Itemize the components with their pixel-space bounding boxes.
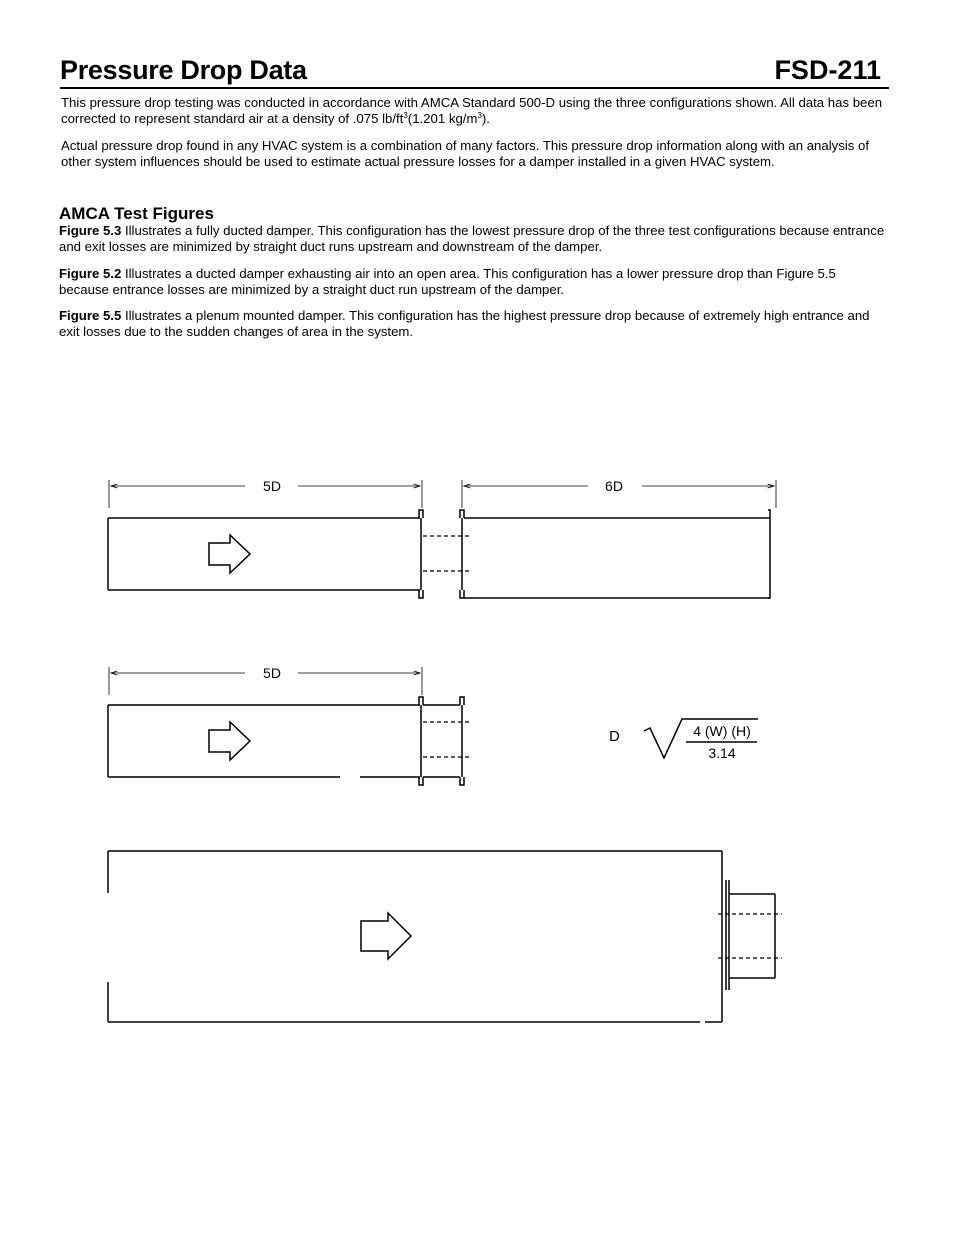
figure-text: Illustrates a ducted damper exhausting air into an open area. This configuration has a lower pressure drop than Figure 5.5 because entrance losses are minimized by a straight duct run upstream of the damper. (59, 266, 836, 297)
superscript: 3 (403, 110, 408, 120)
damper-flanges (419, 510, 464, 598)
figure-text: Illustrates a plenum mounted damper. This configuration has the highest pressure drop because of extremely high entrance and exit losses due to the sudden changes of area in the system. (59, 308, 870, 339)
airflow-arrow-icon (361, 913, 411, 959)
superscript: 3 (477, 110, 482, 120)
downstream-duct (464, 510, 770, 598)
dimension-label-5d: 5D (263, 478, 281, 494)
figure-label: Figure 5.3 (59, 223, 122, 238)
damper-assembly-3 (726, 880, 775, 990)
damper-flanges-2 (419, 697, 464, 785)
figure-5-3-diagram (108, 480, 776, 598)
figure-5-5-diagram (108, 851, 782, 1022)
damper-blades (423, 536, 470, 571)
plenum-chamber (108, 851, 722, 1022)
upstream-duct-2 (108, 705, 420, 777)
airflow-arrow-icon (209, 722, 250, 760)
formula-variable: D (609, 728, 620, 745)
airflow-arrow-icon (209, 535, 250, 573)
dimension-label-5d: 5D (263, 665, 281, 681)
formula-numerator: 4 (W) (H) (693, 723, 751, 739)
document-id: FSD-211 (774, 55, 881, 85)
figure-label: Figure 5.2 (59, 266, 122, 281)
intro-text-end: ). (481, 110, 490, 126)
page-title: Pressure Drop Data (60, 55, 307, 85)
section-heading: AMCA Test Figures (59, 204, 214, 223)
damper-blades-2 (423, 722, 470, 757)
intro-text: This pressure drop testing was conducted in accordance with AMCA Standard 500-D using the three configurations shown. All data has been corrected to represent standard air at a density of .075 lb/ft (61, 95, 883, 126)
intro-paragraph-2: Actual pressure drop found in any HVAC system is a combination of many factors. This pressure drop information along with an analysis of other system influences should be used to estimate actual pressure losses for a damper installed in a given HVAC system. (61, 138, 870, 169)
figure-5-2-diagram (108, 667, 758, 785)
damper-blades-3 (718, 914, 782, 958)
figure-label: Figure 5.5 (59, 308, 122, 323)
dimension-label-6d: 6D (605, 478, 623, 494)
formula-denominator: 3.14 (708, 745, 736, 761)
figure-text: Illustrates a fully ducted damper. This configuration has the lowest pressure drop of the three test configurations because entrance and exit losses are minimized by straight duct runs upstream and downstream of the damper. (59, 223, 885, 254)
intro-text-metric: (1.201 kg/m (407, 110, 478, 126)
upstream-duct (108, 518, 420, 590)
